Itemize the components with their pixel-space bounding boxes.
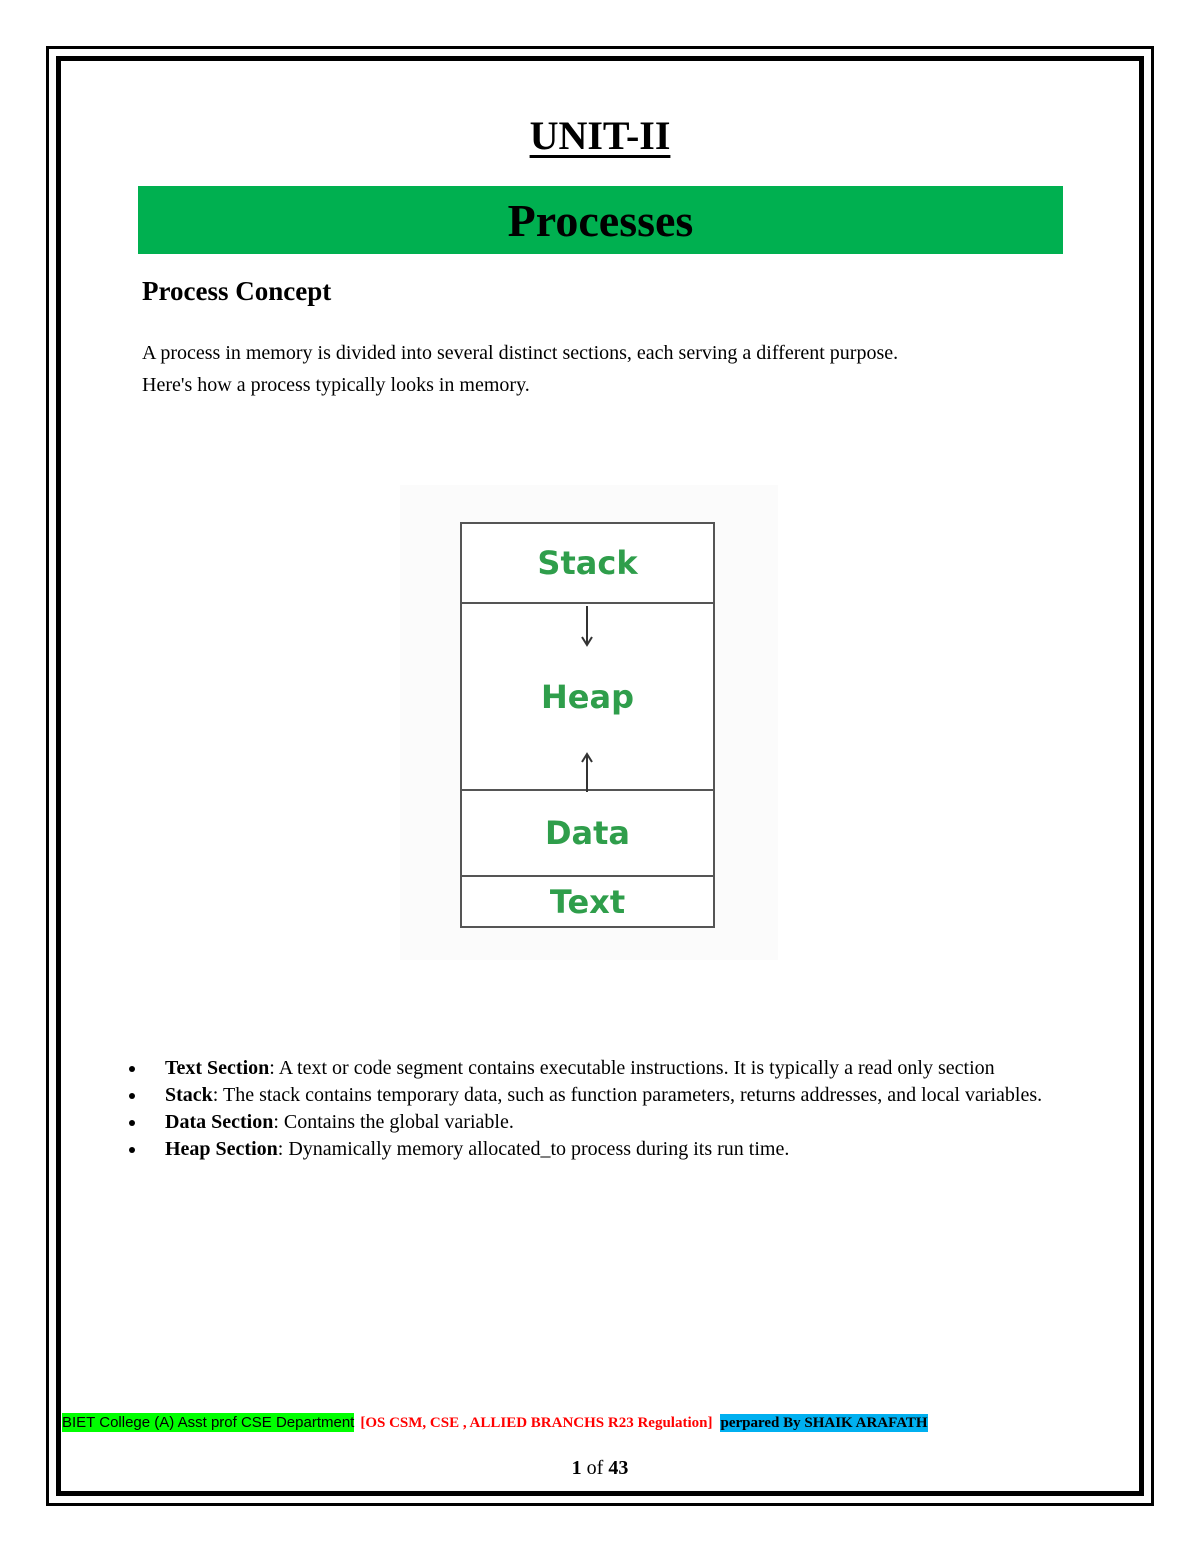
- page-footer: [62, 1413, 928, 1433]
- banner-title: Processes: [507, 194, 694, 246]
- bullet-icon: [129, 1147, 135, 1153]
- memory-sections-list: [124, 1055, 1054, 1163]
- text-segment: Text: [549, 882, 626, 921]
- memory-layout-box: [460, 522, 715, 928]
- bullet-term: Text Section: [165, 1057, 270, 1079]
- data-segment: Data: [462, 791, 713, 877]
- intro-line-2: Here's how a process typically looks in memory.: [142, 374, 530, 396]
- list-item: [124, 1082, 1054, 1109]
- bullet-term: Stack: [165, 1084, 213, 1106]
- intro-paragraph: [142, 337, 1072, 401]
- heap-segment: Heap: [462, 604, 713, 791]
- process-memory-diagram: [400, 485, 778, 960]
- bullet-icon: [129, 1066, 135, 1072]
- unit-title: UNIT-II: [529, 113, 671, 158]
- bullet-icon: [129, 1093, 135, 1099]
- intro-line-1: A process in memory is divided into several distinct sections, each serving a different purpose.: [142, 342, 899, 364]
- bullet-text: : The stack contains temporary data, such as function parameters, returns addresses, and local variables.: [212, 1084, 1043, 1106]
- bullet-text: : Dynamically memory allocated_to process during its run time.: [277, 1138, 790, 1160]
- stack-segment: Stack: [462, 524, 713, 604]
- title-banner: [138, 186, 1063, 254]
- bullet-text: : A text or code segment contains executable instructions. It is typically a read only section: [269, 1057, 995, 1079]
- list-item: [124, 1109, 1054, 1136]
- list-item: [124, 1055, 1054, 1082]
- footer-college: BIET College (A) Asst prof CSE Department: [62, 1414, 355, 1431]
- bullet-term: Data Section: [165, 1111, 274, 1133]
- bullet-icon: [129, 1120, 135, 1126]
- section-heading: Process Concept: [142, 276, 332, 306]
- page-current: 1: [571, 1457, 582, 1479]
- footer-author: perpared By SHAIK ARAFATH: [720, 1415, 928, 1431]
- page-total: 43: [608, 1457, 629, 1479]
- bullet-term: Heap Section: [165, 1138, 278, 1160]
- page-number: [0, 1457, 1200, 1480]
- list-item: [124, 1136, 1054, 1163]
- down-arrow-icon: [578, 606, 596, 648]
- page-separator: of: [586, 1457, 604, 1479]
- up-arrow-icon: [578, 752, 596, 792]
- footer-course: [OS CSM, CSE , ALLIED BRANCHS R23 Regulation]: [360, 1415, 713, 1431]
- bullet-text: : Contains the global variable.: [273, 1111, 514, 1133]
